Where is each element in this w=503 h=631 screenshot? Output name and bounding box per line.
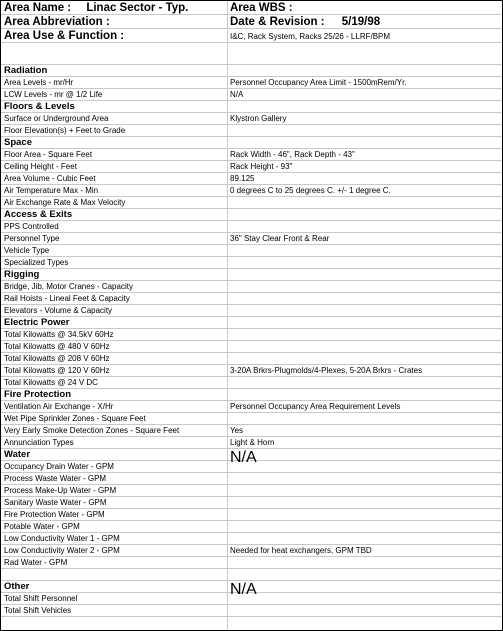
- item-label: LCW Levels - mr @ 1/2 Life: [4, 90, 103, 99]
- item-label: Area Volume - Cubic Feet: [4, 174, 96, 183]
- item-value: N/A: [230, 90, 244, 99]
- section-header-row: [1, 317, 502, 329]
- table-row: [1, 353, 502, 365]
- header-row-area-name: [1, 1, 502, 15]
- table-row: [1, 557, 502, 569]
- section-header-row: [1, 389, 502, 401]
- section-header-row: [1, 581, 502, 598]
- item-label: Total Shift Vehicles: [4, 606, 72, 615]
- date-revision: [230, 15, 500, 30]
- item-label: Process Make-Up Water - GPM: [4, 486, 117, 495]
- section-title: Other: [4, 581, 30, 592]
- item-value: Klystron Gallery: [230, 114, 287, 123]
- table-row: [1, 437, 502, 449]
- item-label: Low Conductivity Water 2 - GPM: [4, 546, 120, 555]
- area-abbrev-label: Area Abbreviation :: [4, 16, 110, 28]
- item-label: Surface or Underground Area: [4, 114, 109, 123]
- section-title: Water: [4, 449, 31, 460]
- table-row: [1, 281, 502, 293]
- item-label: Personnel Type: [4, 234, 60, 243]
- table-row: [1, 485, 502, 497]
- table-row: [1, 425, 502, 437]
- table-row: [1, 605, 502, 617]
- item-label: Ceiling Height - Feet: [4, 162, 77, 171]
- area-wbs-label: Area WBS :: [230, 2, 293, 14]
- item-label: Low Conductivity Water 1 - GPM: [4, 534, 120, 543]
- item-label: Area Levels - mr/Hr: [4, 78, 74, 87]
- table-row: [1, 125, 502, 137]
- section-header-row: [1, 101, 502, 113]
- item-label: Occupancy Drain Water - GPM: [4, 462, 114, 471]
- item-label: PPS Controlled: [4, 222, 59, 231]
- area-name-label: Area Name :: [4, 2, 72, 14]
- table-row: [1, 473, 502, 485]
- table-row: [1, 197, 502, 209]
- area-use-label: Area Use & Function :: [4, 30, 125, 42]
- table-row: [1, 533, 502, 545]
- section-title: Electric Power: [4, 317, 70, 328]
- section-title: Access & Exits: [4, 209, 73, 220]
- table-row: [1, 77, 502, 89]
- table-row: [1, 221, 502, 233]
- item-value: Needed for heat exchangers, GPM TBD: [230, 546, 372, 555]
- item-label: Air Temperature Max - Min: [4, 186, 99, 195]
- item-label: Floor Elevation(s) + Feet to Grade: [4, 126, 126, 135]
- item-value: Rack Width - 46", Rack Depth - 43": [230, 150, 355, 159]
- section-title: Rigging: [4, 269, 40, 280]
- item-label: Very Early Smoke Detection Zones - Square Feet: [4, 426, 180, 435]
- header-row-abbreviation: [1, 15, 502, 29]
- section-title: Fire Protection: [4, 389, 72, 400]
- table-row: [1, 413, 502, 425]
- table-row: [1, 497, 502, 509]
- item-label: Rail Hoists - Lineal Feet & Capacity: [4, 294, 130, 303]
- item-label: Total Kilowatts @ 24 V DC: [4, 378, 98, 387]
- area-name: [4, 1, 226, 16]
- table-row: [1, 545, 502, 557]
- table-row: [1, 161, 502, 173]
- section-title: Space: [4, 137, 32, 148]
- table-row: [1, 245, 502, 257]
- section-header-row: [1, 269, 502, 281]
- item-label: Sanitary Waste Water - GPM: [4, 498, 107, 507]
- item-value: 3-20A Brkrs-Plugmolds/4-Plexes, 5-20A Brkrs - Crates: [230, 366, 423, 375]
- table-row: [1, 341, 502, 353]
- table-row: [1, 233, 502, 245]
- table-row: [1, 377, 502, 389]
- item-value: 36" Stay Clear Front & Rear: [230, 234, 330, 243]
- item-label: Total Kilowatts @ 480 V 60Hz: [4, 342, 110, 351]
- table-row: [1, 509, 502, 521]
- item-label: Wet Pipe Sprinkler Zones - Square Feet: [4, 414, 146, 423]
- header-row-area-use: [1, 29, 502, 43]
- table-row: [1, 401, 502, 413]
- table-row: [1, 593, 502, 605]
- item-label: Vehicle Type: [4, 246, 50, 255]
- item-label: Rad Water - GPM: [4, 558, 68, 567]
- table-row: [1, 89, 502, 101]
- item-label: Fire Protection Water - GPM: [4, 510, 105, 519]
- item-label: Total Kilowatts @ 34.5kV 60Hz: [4, 330, 114, 339]
- spacer-row: [1, 43, 502, 65]
- section-value: N/A: [230, 581, 257, 598]
- table-row: [1, 521, 502, 533]
- section-title: Floors & Levels: [4, 101, 75, 112]
- section-header-row: [1, 65, 502, 77]
- section-header-row: [1, 449, 502, 466]
- area-use-value: I&C, Rack System, Racks 25/26 - LLRF/BPM: [230, 32, 391, 41]
- table-row: [1, 329, 502, 341]
- area-name-value: Linac Sector - Typ.: [86, 2, 189, 14]
- item-label: Process Waste Water - GPM: [4, 474, 107, 483]
- item-label: Ventilation Air Exchange - X/Hr: [4, 402, 114, 411]
- table-row: [1, 149, 502, 161]
- item-label: Elevators - Volume & Capacity: [4, 306, 113, 315]
- table-row: [1, 257, 502, 269]
- item-value: Yes: [230, 426, 244, 435]
- table-row: [1, 185, 502, 197]
- item-value: Personnel Occupancy Area Limit - 1500mRem/Yr.: [230, 78, 407, 87]
- section-title: Radiation: [4, 65, 48, 76]
- table-row: [1, 365, 502, 377]
- item-label: Floor Area - Square Feet: [4, 150, 93, 159]
- item-label: Air Exchange Rate & Max Velocity: [4, 198, 126, 207]
- table-row: [1, 293, 502, 305]
- item-label: Total Shift Personnel: [4, 594, 78, 603]
- item-label: Potable Water - GPM: [4, 522, 80, 531]
- item-value: Light & Horn: [230, 438, 275, 447]
- item-label: Specialized Types: [4, 258, 69, 267]
- item-value: 89.125: [230, 174, 255, 183]
- section-header-row: [1, 137, 502, 149]
- item-label: Bridge, Jib, Motor Cranes - Capacity: [4, 282, 133, 291]
- item-value: 0 degrees C to 25 degrees C. +/- 1 degree C.: [230, 186, 391, 195]
- table-row: [1, 113, 502, 125]
- table-row: [1, 569, 502, 581]
- item-label: Total Kilowatts @ 120 V 60Hz: [4, 366, 110, 375]
- date-revision-value: 5/19/98: [341, 16, 381, 28]
- table-row: [1, 461, 502, 473]
- date-revision-label: Date & Revision :: [230, 16, 325, 28]
- item-value: Rack Height - 93": [230, 162, 293, 171]
- section-value: N/A: [230, 449, 257, 466]
- table-row: [1, 173, 502, 185]
- table-row: [1, 305, 502, 317]
- item-value: Personnel Occupancy Area Requirement Levels: [230, 402, 401, 411]
- section-header-row: [1, 209, 502, 221]
- item-label: Total Kilowatts @ 208 V 60Hz: [4, 354, 110, 363]
- item-label: Annunciation Types: [4, 438, 74, 447]
